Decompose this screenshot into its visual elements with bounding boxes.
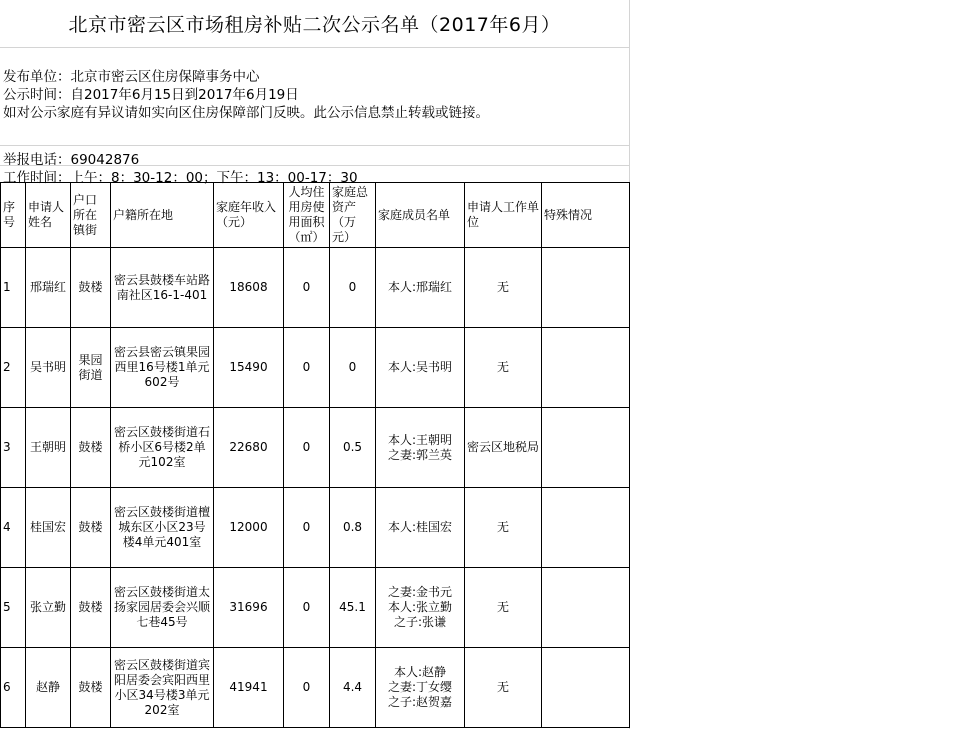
publisher-line: 发布单位：北京市密云区住房保障事务中心 — [3, 69, 260, 85]
table-row — [1, 488, 630, 568]
family-member: 本人:吴书明 — [387, 360, 453, 374]
special-case — [542, 488, 630, 568]
employer: 无 — [465, 328, 542, 408]
row-number: 1 — [1, 248, 26, 328]
living-area: 0 — [284, 408, 330, 488]
family-member: 本人:王朝明 — [387, 432, 453, 447]
total-assets: 0 — [330, 328, 376, 408]
table-row — [1, 568, 630, 648]
header-cell: 特殊情况 — [542, 183, 630, 248]
family-member: 本人:桂国宏 — [387, 520, 453, 534]
row-number: 6 — [1, 648, 26, 728]
applicant-name: 赵静 — [26, 648, 71, 728]
hotline-line: 举报电话：69042876 — [3, 152, 140, 168]
family-members — [376, 568, 465, 648]
total-assets: 4.4 — [330, 648, 376, 728]
header-cell: 户籍所在地 — [111, 183, 214, 248]
special-case — [542, 408, 630, 488]
row-number: 2 — [1, 328, 26, 408]
address: 密云区鼓楼街道宾阳居委会宾阳西里小区34号楼3单元202室 — [111, 648, 214, 728]
header-cell: 人均住用房使用面积（㎡） — [284, 183, 330, 248]
family-member: 本人:张立勤 — [387, 600, 453, 614]
header-cell: 家庭年收入（元） — [214, 183, 284, 248]
page-title: 北京市密云区市场租房补贴二次公示名单（2017年6月） — [68, 14, 561, 36]
annual-income: 22680 — [214, 408, 284, 488]
address: 密云区鼓楼街道太扬家园居委会兴顺七巷45号 — [111, 568, 214, 648]
applicant-name: 王朝明 — [26, 408, 71, 488]
divider — [0, 145, 629, 146]
table-header-row — [1, 183, 630, 248]
town: 鼓楼 — [71, 568, 111, 648]
table-row — [1, 248, 630, 328]
family-member: 之妻:丁女缨 — [387, 680, 453, 694]
special-case — [542, 568, 630, 648]
living-area: 0 — [284, 648, 330, 728]
town: 鼓楼 — [71, 488, 111, 568]
header-cell: 家庭总资产（万元） — [330, 183, 376, 248]
annual-income: 31696 — [214, 568, 284, 648]
annual-income: 41941 — [214, 648, 284, 728]
header-cell: 家庭成员名单 — [376, 183, 465, 248]
family-member: 之妻:金书元 — [387, 585, 453, 599]
family-member: 之子:张谦 — [393, 615, 447, 629]
hours-line: 工作时间：上午：8：30-12：00；下午：13：00-17：30 — [3, 170, 358, 186]
special-case — [542, 648, 630, 728]
town: 鼓楼 — [71, 408, 111, 488]
town: 鼓楼 — [71, 648, 111, 728]
employer: 无 — [465, 488, 542, 568]
period-line: 公示时间：自2017年6月15日到2017年6月19日 — [3, 87, 299, 103]
notice-line: 如对公示家庭有异议请如实向区住房保障部门反映。此公示信息禁止转载或链接。 — [3, 105, 489, 121]
address: 密云县鼓楼车站路南社区16-1-401 — [111, 248, 214, 328]
table-row — [1, 648, 630, 728]
employer: 无 — [465, 568, 542, 648]
family-members — [376, 408, 465, 488]
special-case — [542, 248, 630, 328]
applicant-name: 张立勤 — [26, 568, 71, 648]
annual-income: 12000 — [214, 488, 284, 568]
applicant-name: 邢瑞红 — [26, 248, 71, 328]
row-number: 3 — [1, 408, 26, 488]
applicant-name: 桂国宏 — [26, 488, 71, 568]
header-cell: 序号 — [1, 183, 26, 248]
total-assets: 0.5 — [330, 408, 376, 488]
annual-income: 15490 — [214, 328, 284, 408]
table-row — [1, 328, 630, 408]
family-member: 本人:邢瑞红 — [387, 280, 453, 294]
header-cell: 申请人姓名 — [26, 183, 71, 248]
row-number: 4 — [1, 488, 26, 568]
total-assets: 0.8 — [330, 488, 376, 568]
family-members — [376, 648, 465, 728]
family-members — [376, 328, 465, 408]
living-area: 0 — [284, 568, 330, 648]
header-cell: 户口所在镇街 — [71, 183, 111, 248]
header-cell: 申请人工作单位 — [465, 183, 542, 248]
family-members — [376, 488, 465, 568]
table-row — [1, 408, 630, 488]
family-member: 之子:赵贺嘉 — [387, 695, 453, 709]
living-area: 0 — [284, 248, 330, 328]
living-area: 0 — [284, 328, 330, 408]
total-assets: 45.1 — [330, 568, 376, 648]
special-case — [542, 328, 630, 408]
address: 密云区鼓楼街道石桥小区6号楼2单元102室 — [111, 408, 214, 488]
employer: 无 — [465, 248, 542, 328]
employer: 无 — [465, 648, 542, 728]
annual-income: 18608 — [214, 248, 284, 328]
total-assets: 0 — [330, 248, 376, 328]
info-block — [3, 68, 489, 122]
address: 密云县密云镇果园西里16号楼1单元602号 — [111, 328, 214, 408]
subsidy-table — [0, 182, 630, 728]
family-member: 之妻:郭兰英 — [387, 447, 453, 462]
town: 果园街道 — [71, 328, 111, 408]
applicant-name: 吴书明 — [26, 328, 71, 408]
family-members — [376, 248, 465, 328]
row-number: 5 — [1, 568, 26, 648]
family-member: 本人:赵静 — [393, 665, 447, 679]
town: 鼓楼 — [71, 248, 111, 328]
title-row — [0, 0, 629, 48]
address: 密云区鼓楼街道檀城东区小区23号楼4单元401室 — [111, 488, 214, 568]
employer: 密云区地税局 — [465, 408, 542, 488]
living-area: 0 — [284, 488, 330, 568]
